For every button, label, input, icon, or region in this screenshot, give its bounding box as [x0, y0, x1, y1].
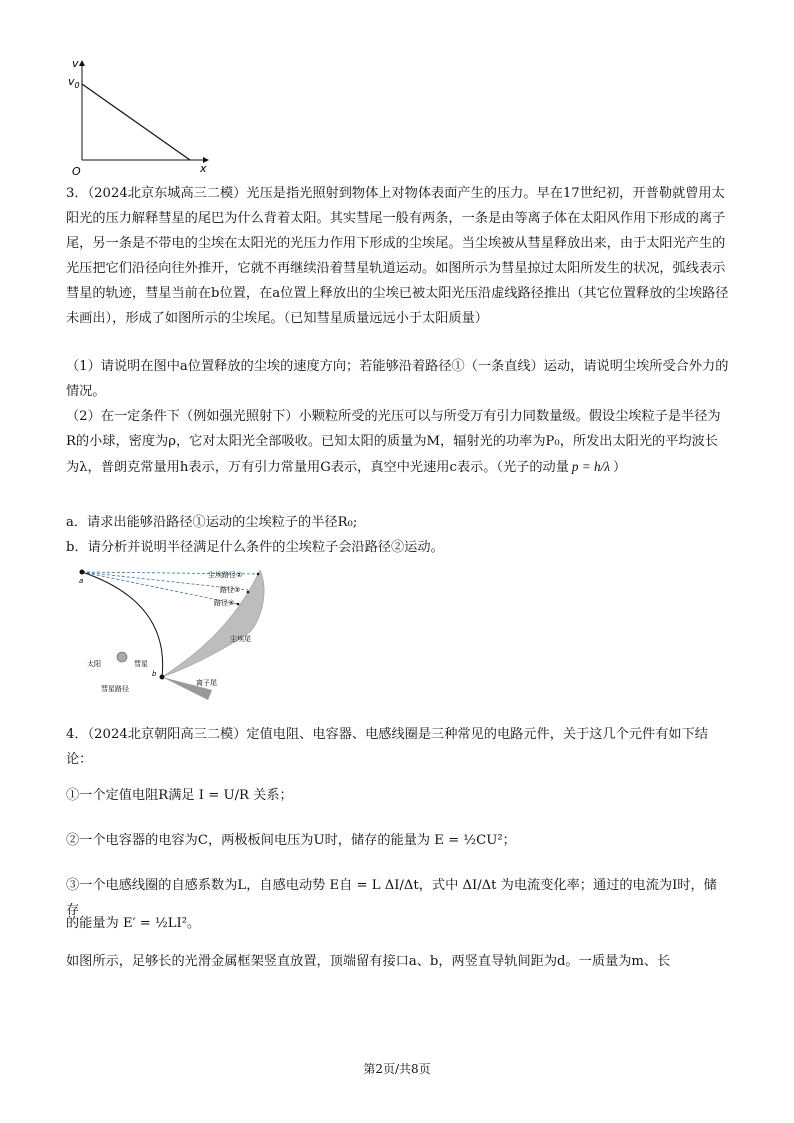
label-path-1: 路径①: [220, 586, 241, 594]
label-sun: 太阳: [87, 660, 101, 668]
point-a: [80, 570, 85, 575]
q4-conclusion-2: ②一个电容器的电容为C，两极板间电压为U时，储存的能量为 E = ½CU²；: [66, 833, 516, 848]
q3-part2-text: （2）在一定条件下（例如强光照射下）小颗粒所受的光压可以与所受万有引力同数量级。假设尘埃粒子是半径为R的小球，密度为ρ，它对太阳光全部吸收。已知太阳的质量为M，辐射光的功率为P₀，所发出太阳光的平均波长为λ，普朗克常量用h表示，万有引力常量用G表示，真空中光速用c表示。（光子的动量: [66, 409, 721, 475]
photon-momentum-formula: p = h/λ: [571, 459, 610, 474]
page-footer: 第2页/共8页: [363, 1062, 431, 1076]
origin-label: O: [72, 165, 81, 178]
v-x-graph: [60, 55, 220, 180]
label-comet-path: 彗星路径: [101, 685, 129, 693]
label-ion-tail: 离子尾: [196, 679, 217, 687]
point-b: [160, 675, 165, 680]
sun: [117, 652, 127, 662]
q4-last-line: 如图所示，足够长的光滑金属框架竖直放置，顶端留有接口a、b，两竖直导轨间距为d。一质量为m、长: [66, 954, 671, 969]
q4-conclusion-3a: ③一个电感线圈的自感系数为L，自感电动势 E自 = L ΔI/Δt，式中 ΔI/Δt 为电流变化率；通过的电流为I时，储存: [66, 878, 717, 918]
label-b: b: [152, 670, 157, 678]
label-dust-tail: 尘埃尾: [230, 635, 251, 643]
q4-conclusion-1: ①一个定值电阻R满足 I = U/R 关系；: [66, 788, 293, 803]
q4-conclusion-3b: 的能量为 E′ = ½LI²。: [66, 916, 201, 931]
v0-label: $v_0$: [68, 75, 80, 90]
q3-part1: （1）请说明在图中a位置释放的尘埃的速度方向；若能够沿着路径①（一条直线）运动，请说明尘埃所受合外力的情况。: [66, 359, 729, 399]
label-path-3: 路径③: [214, 599, 235, 607]
q3-part2-end: ）: [612, 460, 627, 475]
label-comet: 彗星: [134, 660, 148, 668]
label-a: a: [79, 577, 84, 585]
graph-line: [82, 84, 190, 160]
q4-intro: 4．（2024北京朝阳高三二模）定值电阻、电容器、电感线圈是三种常见的电路元件，关于这几个元件有如下结论：: [66, 727, 708, 767]
q3-part2a: a．请求出能够沿路径①运动的尘埃粒子的半径R₀;: [66, 515, 358, 530]
q3-part2: [66, 404, 730, 480]
q3-part2b: b．请分析并说明半径满足什么条件的尘埃粒子会沿路径②运动。: [66, 540, 444, 555]
q3-stem: 3．（2024北京东城高三二模）光压是指光照射到物体上对物体表面产生的压力。早在17世纪初，开普勒就曾用太阳光的压力解释彗星的尾巴为什么背着太阳。其实彗尾一般有两条，一条是由等离子体在太阳风作用下形成的离子尾，另一条是不带电的尘埃在太阳光的光压力作用下形成的尘埃尾。当尘埃被从彗星释放出来，由于太阳光产生的光压把它们沿径向往外推开，它就不再继续沿着彗星轨道运动。如图所示为彗星掠过太阳所发生的状况，弧线表示彗星的轨迹，彗星当前在b位置，在a位置上释放出的尘埃已被太阳光压沿虚线路径推出（其它位置释放的尘埃路径未画出），形成了如图所示的尘埃尾。（已知彗星质量远远小于太阳质量）: [66, 186, 729, 326]
v-axis-label: v: [72, 57, 79, 70]
x-axis-label: x: [200, 162, 207, 175]
comet-figure: [70, 562, 280, 702]
label-path-2: 尘埃路径②: [208, 571, 243, 579]
